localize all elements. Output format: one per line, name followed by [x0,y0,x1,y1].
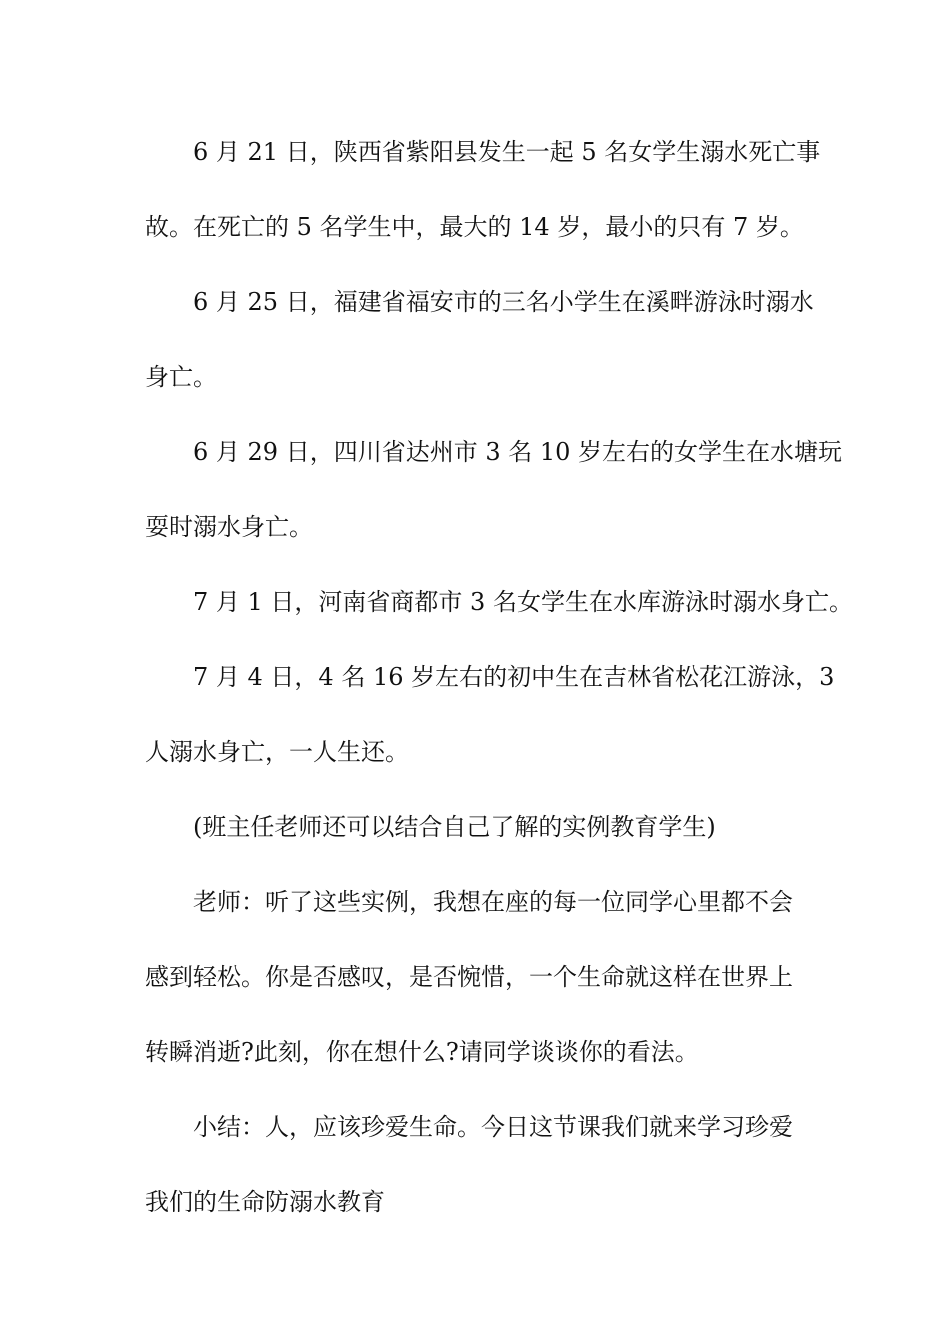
paragraph-7-line-1: 老师：听了这些实例，我想在座的每一位同学心里都不会 [193,888,793,916]
paragraph-3-line-2: 耍时溺水身亡。 [145,513,313,541]
paragraph-5-line-1: 7 月 4 日，4 名 16 岁左右的初中生在吉林省松花江游泳，3 [193,663,835,691]
paragraph-4-line-1: 7 月 1 日，河南省商都市 3 名女学生在水库游泳时溺水身亡。 [193,588,853,616]
paragraph-2-line-2: 身亡。 [145,363,217,391]
paragraph-8-line-2: 我们的生命防溺水教育 [145,1188,385,1216]
paragraph-2-line-1: 6 月 25 日，福建省福安市的三名小学生在溪畔游泳时溺水 [193,288,814,316]
paragraph-1-line-1: 6 月 21 日，陕西省紫阳县发生一起 5 名女学生溺水死亡事 [193,138,821,166]
paragraph-5-line-2: 人溺水身亡，一人生还。 [145,738,409,766]
paragraph-6-line-1: (班主任老师还可以结合自己了解的实例教育学生) [193,813,716,841]
paragraph-1-line-2: 故。在死亡的 5 名学生中，最大的 14 岁，最小的只有 7 岁。 [145,213,804,241]
paragraph-3-line-1: 6 月 29 日，四川省达州市 3 名 10 岁左右的女学生在水塘玩 [193,438,843,466]
paragraph-8-line-1: 小结：人，应该珍爱生命。今日这节课我们就来学习珍爱 [193,1113,793,1141]
paragraph-7-line-2: 感到轻松。你是否感叹，是否惋惜，一个生命就这样在世界上 [145,963,793,991]
paragraph-7-line-3: 转瞬消逝?此刻，你在想什么?请同学谈谈你的看法。 [145,1038,699,1066]
